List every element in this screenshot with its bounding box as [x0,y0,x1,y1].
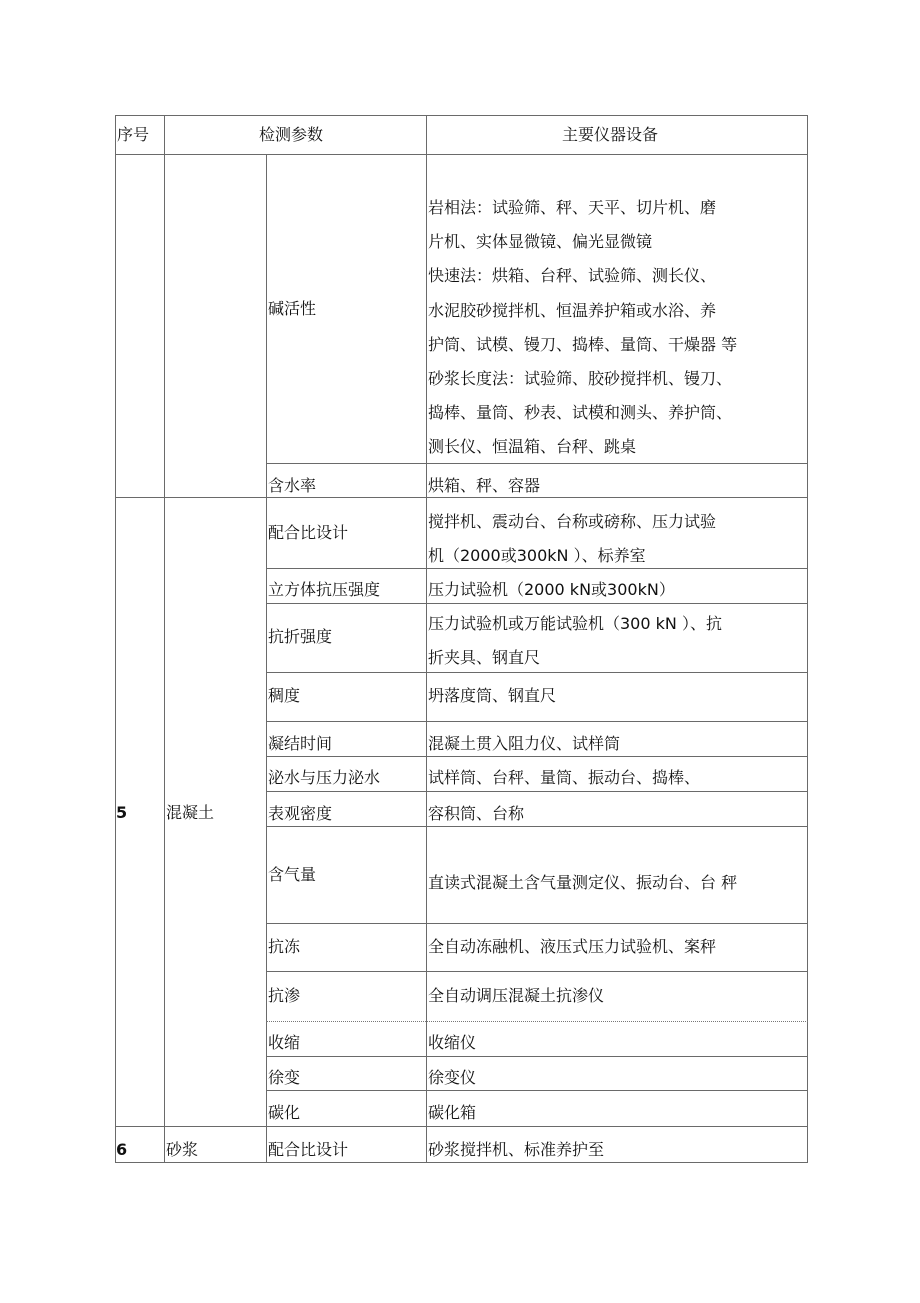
category-mortar: 砂浆 [166,1140,199,1159]
header-bottom [115,154,808,155]
col-sep-param [426,115,427,1163]
equipment-line: 捣棒、量筒、秒表、试模和测头、养护筒、 [428,403,733,423]
equipment-line: 测长仪、恒温箱、台秤、跳桌 [428,437,637,457]
equipment-moisture-content: 烘箱、秤、容器 [428,476,541,495]
param-mortar-mix-design: 配合比设计 [268,1140,349,1159]
param-creep: 徐变 [268,1068,301,1087]
group-sep-5 [115,497,808,498]
equipment-freeze-resistance: 全自动冻融机、液压式压力试验机、案秤 [428,937,717,956]
equipment-apparent-density: 容积筒、台称 [428,804,525,823]
equipment-alkali-activity [428,191,737,465]
param-shrinkage: 收缩 [268,1033,301,1052]
group-sep-6 [115,1126,808,1127]
equipment-bleeding: 试样筒、台秤、量筒、振动台、捣棒、 [428,768,701,787]
col-sep-seq [164,115,165,1163]
param-consistency: 稠度 [268,686,301,705]
param-bleeding: 泌水与压力泌水 [268,768,381,787]
equipment-creep: 徐变仪 [428,1068,477,1087]
equipment-line: 折夹具、钢直尺 [428,648,541,668]
seq-5: 5 [116,803,128,822]
equipment-line: 水泥胶砂搅拌机、恒温养护箱或水浴、养 [428,300,717,320]
equipment-mix-design [428,505,716,573]
equipment-line: 护筒、试模、镘刀、捣棒、量筒、干燥器 等 [428,334,738,354]
header-param: 检测参数 [259,125,324,144]
equipment-line: 砂浆长度法：试验筛、胶砂搅拌机、镘刀、 [428,368,733,388]
table-border-top [115,115,808,116]
param-air-content: 含气量 [268,865,317,884]
equipment-cube-compressive: 压力试验机（2000 kN或300kN） [428,580,675,599]
param-impermeability: 抗渗 [268,986,301,1005]
param-flexural-strength: 抗折强度 [268,627,333,646]
row-sep [266,721,808,722]
table-border-left [115,115,116,1163]
table-border-right [807,115,808,1163]
param-moisture-content: 含水率 [268,476,317,495]
param-setting-time: 凝结时间 [268,734,333,753]
row-sep [266,756,808,757]
row-sep [266,791,808,792]
header-equipment: 主要仪器设备 [562,125,659,144]
param-cube-compressive: 立方体抗压强度 [268,580,381,599]
category-concrete: 混凝土 [166,803,215,822]
param-freeze-resistance: 抗冻 [268,937,301,956]
row-sep-dotted [266,1021,808,1022]
row-sep [266,971,808,972]
equipment-line: 机（2000或300kN ）、标养室 [428,546,646,566]
equipment-line: 压力试验机或万能试验机（300 kN ）、抗 [428,614,722,633]
equipment-impermeability: 全自动调压混凝土抗渗仪 [428,986,605,1005]
equipment-line: 搅拌机、震动台、台称或磅称、压力试验 [428,512,717,531]
equipment-line: 片机、实体显微镜、偏光显微镜 [428,232,653,252]
param-carbonation: 碳化 [268,1103,301,1122]
row-sep [266,1090,808,1091]
equipment-mortar-mix-design: 砂浆搅拌机、标准养护至 [428,1140,605,1159]
equipment-line: 岩相法：试验筛、秤、天平、切片机、磨 [428,198,717,217]
param-alkali-activity: 碱活性 [268,299,317,318]
col-sep-category [266,155,267,1163]
row-sep [266,603,808,604]
equipment-setting-time: 混凝土贯入阻力仪、试样筒 [428,734,621,753]
equipment-shrinkage: 收缩仪 [428,1033,477,1052]
equipment-carbonation: 碳化箱 [428,1103,477,1122]
equipment-air-content: 直读式混凝土含气量测定仪、振动台、台 秤 [428,873,738,892]
equipment-flexural-strength [428,607,722,675]
equipment-consistency: 坍落度筒、钢直尺 [428,686,557,705]
row-sep [266,1056,808,1057]
equipment-line: 快速法：烘箱、台秤、试验筛、测长仪、 [428,266,717,286]
row-sep [266,826,808,827]
header-seq: 序号 [117,125,150,144]
row-sep [266,923,808,924]
param-apparent-density: 表观密度 [268,804,333,823]
param-mix-design: 配合比设计 [268,523,349,542]
table-border-bottom [115,1162,808,1163]
seq-6: 6 [116,1140,128,1159]
